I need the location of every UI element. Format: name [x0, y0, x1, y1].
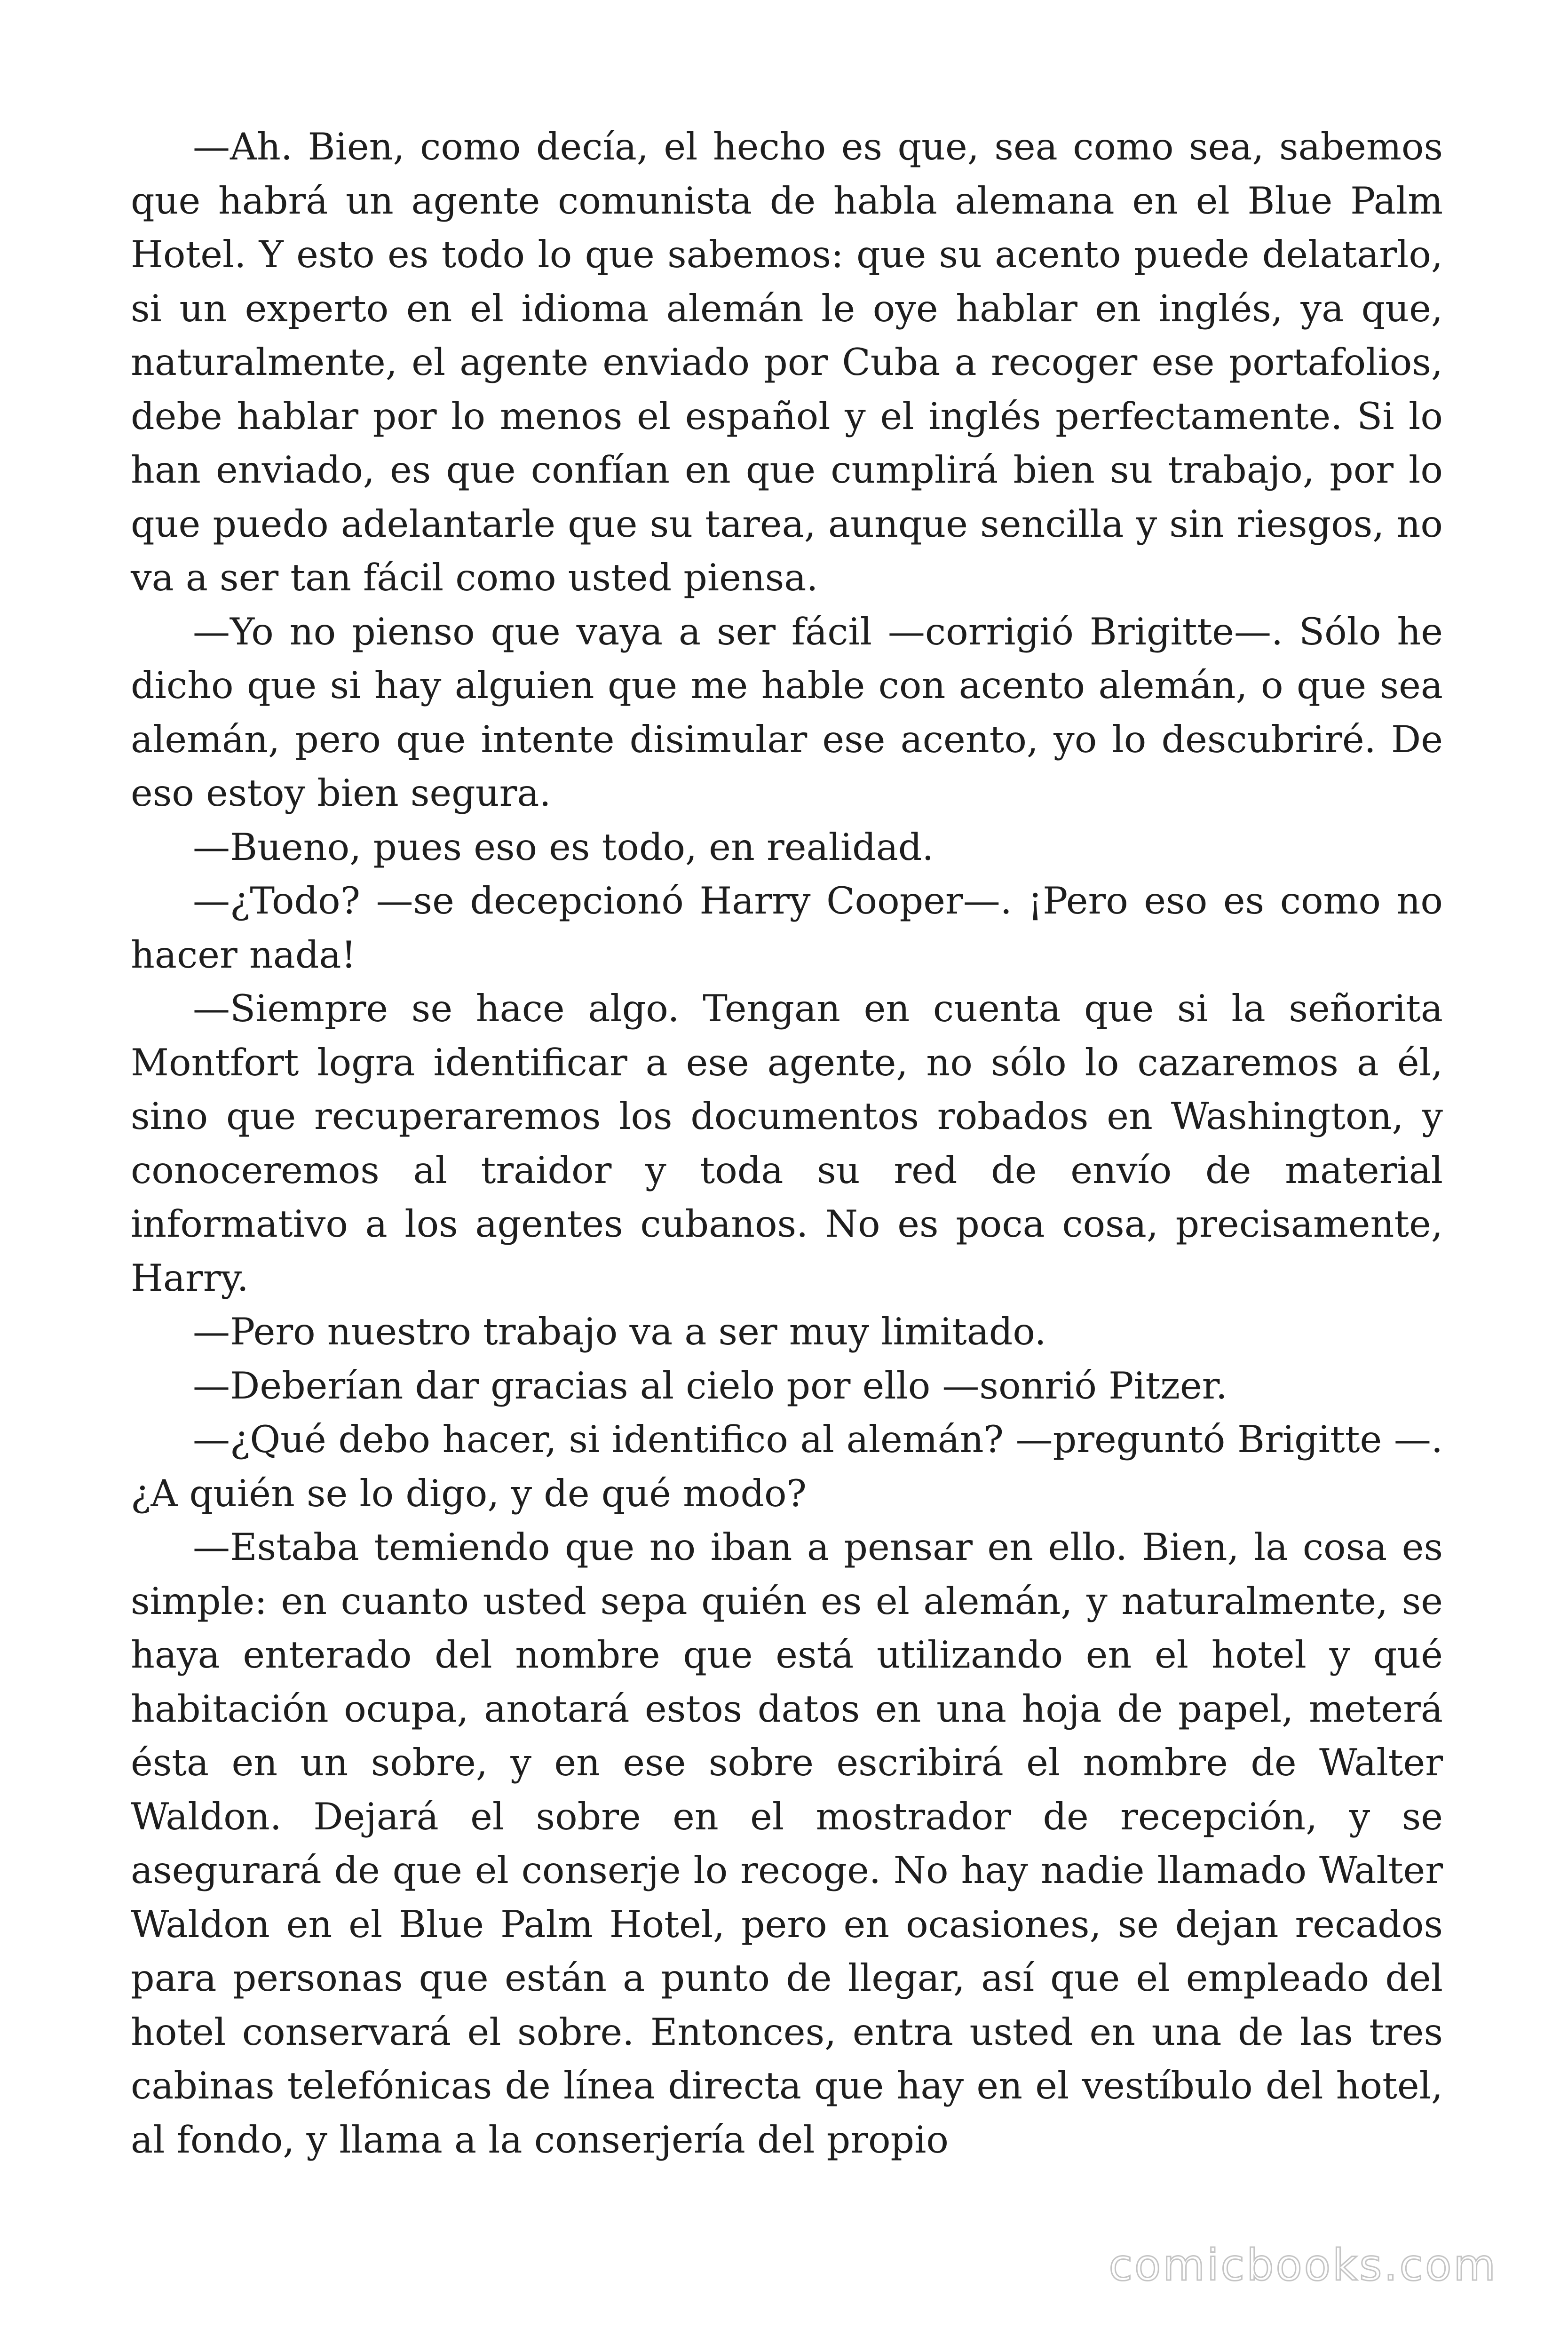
paragraph-1: —Ah. Bien, como decía, el hecho es que, sea como sea, sabemos que habrá un agente comunista de habla alemana en el Blue Palm Hotel. Y esto es todo lo que sabemos: que su acento puede delatarlo, si un experto en el idioma alemán le oye hablar en inglés, ya que, naturalmente, el agente enviado por Cuba a recoger ese portafolios, debe hablar por lo menos el español y el inglés perfectamente. Si lo han enviado, es que confían en que cumplirá bien su trabajo, por lo que puedo adelantarle que su tarea, aunque sencilla y sin riesgos, no va a ser tan fácil como usted piensa.	[131, 125, 1443, 599]
paragraph-8: —¿Qué debo hacer, si identifico al alemán? —preguntó Brigitte —. ¿A quién se lo digo, y de qué modo?	[131, 1418, 1443, 1515]
paragraph-9: —Estaba temiendo que no iban a pensar en ello. Bien, la cosa es simple: en cuanto usted sepa quién es el alemán, y naturalmente, se haya enterado del nombre que está utilizando en el hotel y qué habitación ocupa, anotará estos datos en una hoja de papel, meterá ésta en un sobre, y en ese sobre escribirá el nombre de Walter Waldon. Dejará el sobre en el mostrador de recepción, y se asegurará de que el conserje lo recoge. No hay nadie llamado Walter Waldon en el Blue Palm Hotel, pero en ocasiones, se dejan recados para personas que están a punto de llegar, así que el empleado del hotel conservará el sobre. Entonces, entra usted en una de las tres cabinas telefónicas de línea directa que hay en el vestíbulo del hotel, al fondo, y llama a la conserjería del propio	[131, 1526, 1443, 2161]
paragraph-5: —Siempre se hace algo. Tengan en cuenta que si la señorita Montfort logra identificar a ese agente, no sólo lo cazaremos a él, sino que recuperaremos los documentos robados en Washington, y conoceremos al traidor y toda su red de envío de material informativo a los agentes cubanos. No es poca cosa, precisamente, Harry.	[131, 987, 1443, 1300]
paragraph-4: —¿Todo? —se decepcionó Harry Cooper—. ¡Pero eso es como no hacer nada!	[131, 879, 1443, 977]
paragraph-6: —Pero nuestro trabajo va a ser muy limitado.	[193, 1310, 1046, 1353]
paragraph-2: —Yo no pienso que vaya a ser fácil —corrigió Brigitte—. Sólo he dicho que si hay alguien que me hable con acento alemán, o que sea alemán, pero que intente disimular ese acento, yo lo descubriré. De eso estoy bien segura.	[131, 610, 1443, 815]
watermark: comicbooks.com	[1109, 2240, 1497, 2290]
page-text	[131, 120, 1443, 2167]
paragraph-7: —Deberían dar gracias al cielo por ello —sonrió Pitzer.	[193, 1364, 1227, 1407]
paragraph-3: —Bueno, pues eso es todo, en realidad.	[193, 825, 934, 869]
